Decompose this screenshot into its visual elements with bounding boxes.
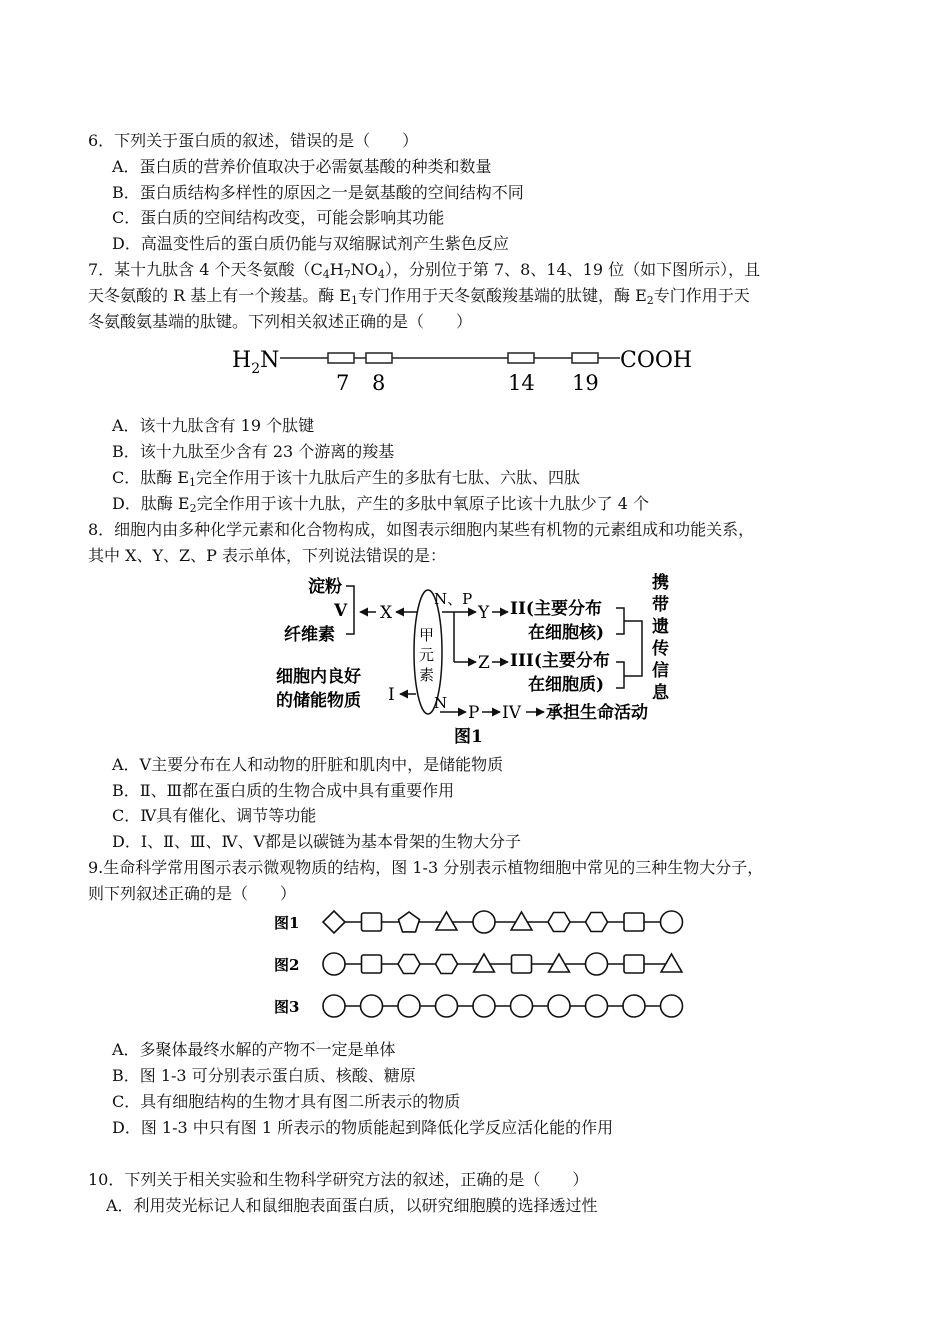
carry-info-char-6: 息 bbox=[652, 683, 669, 703]
position-7-label: 7 bbox=[336, 371, 350, 395]
q8-option-c: C．Ⅳ具有催化、调节等功能 bbox=[112, 806, 317, 825]
polymer-diagram bbox=[270, 902, 720, 1026]
iii-label-2: 在细胞质) bbox=[528, 675, 605, 695]
monomer-circle bbox=[623, 995, 645, 1017]
peptide-c-terminus: COOH bbox=[620, 348, 693, 373]
energy-storage-label-1: 细胞内良好 bbox=[276, 667, 361, 687]
q7-option-d: D．肽酶 $E_2$完全作用于该十九肽，产生的多肽中氧原子比该十九肽少了 4 个 bbox=[112, 494, 649, 515]
carry-info-char-2: 带 bbox=[652, 595, 669, 615]
monomer-square bbox=[362, 913, 382, 931]
monomer-square bbox=[512, 955, 532, 973]
monomer-triangle bbox=[474, 954, 495, 972]
position-19-label: 19 bbox=[572, 371, 599, 395]
ii-label-1: II(主要分布 bbox=[510, 599, 602, 619]
q8-stem-line1: 8．细胞内由多种化学元素和化合物构成，如图表示细胞内某些有机物的元素组成和功能关系， bbox=[88, 520, 755, 539]
q8-option-a: A．Ⅴ主要分布在人和动物的肝脏和肌肉中，是储能物质 bbox=[112, 755, 504, 774]
ii-label-2: 在细胞核) bbox=[528, 623, 605, 643]
y-label: Y bbox=[478, 603, 490, 623]
monomer-square bbox=[624, 913, 644, 931]
cellulose-label: 纤维素 bbox=[284, 625, 335, 645]
polymer-row-label: 图2 bbox=[274, 956, 300, 974]
monomer-circle bbox=[661, 911, 683, 933]
n-label: N bbox=[434, 694, 448, 712]
q6-option-c: C．蛋白质的空间结构改变，可能会影响其功能 bbox=[112, 208, 445, 227]
monomer-diamond bbox=[323, 911, 345, 933]
monomer-circle bbox=[586, 953, 608, 975]
monomer-circle bbox=[586, 995, 608, 1017]
polymer-row-label: 图3 bbox=[274, 998, 300, 1016]
q9-option-c: C．具有细胞结构的生物才具有图二所表示的物质 bbox=[112, 1092, 461, 1111]
position-8-label: 8 bbox=[372, 371, 386, 395]
nucleic-acid-bracket bbox=[624, 621, 642, 676]
q9-option-b: B．图 1-3 可分别表示蛋白质、核酸、糖原 bbox=[112, 1066, 416, 1085]
monomer-hexagon bbox=[548, 913, 570, 932]
q7-option-b: B．该十九肽至少含有 23 个游离的羧基 bbox=[112, 442, 395, 461]
monomer-square bbox=[624, 955, 644, 973]
carry-info-char-5: 信 bbox=[652, 661, 669, 681]
monomer-circle bbox=[511, 995, 533, 1017]
monomer-circle bbox=[323, 953, 345, 975]
q8-stem-line2: 其中 X、Y、Z、P 表示单体，下列说法错误的是： bbox=[88, 546, 447, 565]
q7-option-c: C．肽酶 $E_1$完全作用于该十九肽后产生的多肽有七肽、六肽、四肽 bbox=[112, 468, 581, 489]
carry-info-char-1: 携 bbox=[652, 573, 669, 593]
element-char-3: 素 bbox=[419, 666, 435, 684]
ii-bracket bbox=[616, 608, 624, 634]
monomer-circle bbox=[398, 995, 420, 1017]
q6-stem: 6．下列关于蛋白质的叙述，错误的是（ ） bbox=[88, 131, 419, 150]
peptide-n-terminus: $H_2N$ bbox=[232, 348, 280, 377]
q10-option-a: A．利用荧光标记人和鼠细胞表面蛋白质，以研究细胞膜的选择透过性 bbox=[106, 1196, 598, 1215]
peptide-diagram bbox=[228, 340, 708, 400]
q7-stem-line1: 7．某十九肽含 4 个天冬氨酸$(C_4H_7NO_4)$，分别位于第 7、8、14、19 位（如下图所示），且 bbox=[88, 260, 761, 281]
iii-label-1: III(主要分布 bbox=[510, 651, 610, 671]
q6-option-b: B．蛋白质结构多样性的原因之一是氨基酸的空间结构不同 bbox=[112, 183, 524, 202]
life-activity-label: 承担生命活动 bbox=[546, 703, 648, 723]
monomer-circle bbox=[548, 995, 570, 1017]
figure1-caption: 图1 bbox=[454, 727, 483, 747]
i-label: I bbox=[388, 685, 395, 705]
monomer-square bbox=[362, 955, 382, 973]
q7-option-a: A．该十九肽含有 19 个肽键 bbox=[112, 416, 315, 435]
monomer-circle bbox=[661, 995, 683, 1017]
monomer-circle bbox=[323, 995, 345, 1017]
q9-stem-line1: 9.生命科学常用图示表示微观物质的结构，图 1-3 分别表示植物细胞中常见的三种生物大分子， bbox=[88, 858, 764, 877]
q8-option-d: D．Ⅰ、Ⅱ、Ⅲ、Ⅳ、Ⅴ都是以碳链为基本骨架的生物大分子 bbox=[112, 832, 521, 851]
monomer-triangle bbox=[436, 912, 457, 930]
monomer-triangle bbox=[549, 954, 570, 972]
position-14-label: 14 bbox=[508, 371, 535, 395]
z-label: Z bbox=[478, 653, 490, 673]
monomer-circle bbox=[473, 911, 495, 933]
monomer-hexagon bbox=[586, 913, 608, 932]
x-label: X bbox=[380, 603, 393, 623]
monomer-circle bbox=[436, 995, 458, 1017]
element-char-2: 元 bbox=[419, 646, 435, 664]
residue-19-box bbox=[572, 353, 598, 363]
residue-14-box bbox=[508, 353, 534, 363]
monomer-triangle bbox=[661, 954, 682, 972]
q8-option-b: B．Ⅱ、Ⅲ都在蛋白质的生物合成中具有重要作用 bbox=[112, 781, 455, 800]
v-label: V bbox=[334, 601, 348, 621]
polymer-row-label: 图1 bbox=[274, 914, 300, 932]
q6-option-a: A．蛋白质的营养价值取决于必需氨基酸的种类和数量 bbox=[112, 157, 492, 176]
monomer-circle bbox=[473, 995, 495, 1017]
q10-stem: 10．下列关于相关实验和生物科学研究方法的叙述，正确的是（ ） bbox=[88, 1170, 589, 1189]
residue-8-box bbox=[366, 353, 392, 363]
element-char-1: 甲 bbox=[419, 626, 435, 644]
monomer-hexagon bbox=[436, 955, 458, 974]
q9-stem-line2: 则下列叙述正确的是（ ） bbox=[88, 884, 297, 903]
monomer-circle bbox=[361, 995, 383, 1017]
starch-label: 淀粉 bbox=[308, 577, 342, 597]
q7-stem-line2: 天冬氨酸的 R 基上有一个羧基。酶 $E_1$专门作用于天冬氨酸羧基端的肽键，酶 $E_2$专门作用于天 bbox=[88, 286, 750, 307]
iii-bracket bbox=[616, 662, 624, 688]
organic-compounds-diagram bbox=[270, 566, 690, 750]
residue-7-box bbox=[328, 353, 354, 363]
carry-info-char-4: 传 bbox=[652, 639, 669, 659]
q6-option-d: D．高温变性后的蛋白质仍能与双缩脲试剂产生紫色反应 bbox=[112, 234, 509, 253]
monomer-hexagon bbox=[398, 955, 420, 974]
monomer-pentagon bbox=[399, 912, 420, 932]
p-label: P bbox=[468, 703, 480, 723]
energy-storage-label-2: 的储能物质 bbox=[276, 691, 361, 711]
carry-info-char-3: 遗 bbox=[652, 617, 669, 637]
np-label: N、P bbox=[434, 590, 473, 608]
q9-option-d: D．图 1-3 中只有图 1 所表示的物质能起到降低化学反应活化能的作用 bbox=[112, 1118, 614, 1137]
q9-option-a: A．多聚体最终水解的产物不一定是单体 bbox=[112, 1040, 396, 1059]
iv-label: IV bbox=[502, 703, 521, 723]
q7-stem-line3: 冬氨酸氨基端的肽键。下列相关叙述正确的是（ ） bbox=[88, 312, 473, 331]
monomer-triangle bbox=[511, 912, 532, 930]
